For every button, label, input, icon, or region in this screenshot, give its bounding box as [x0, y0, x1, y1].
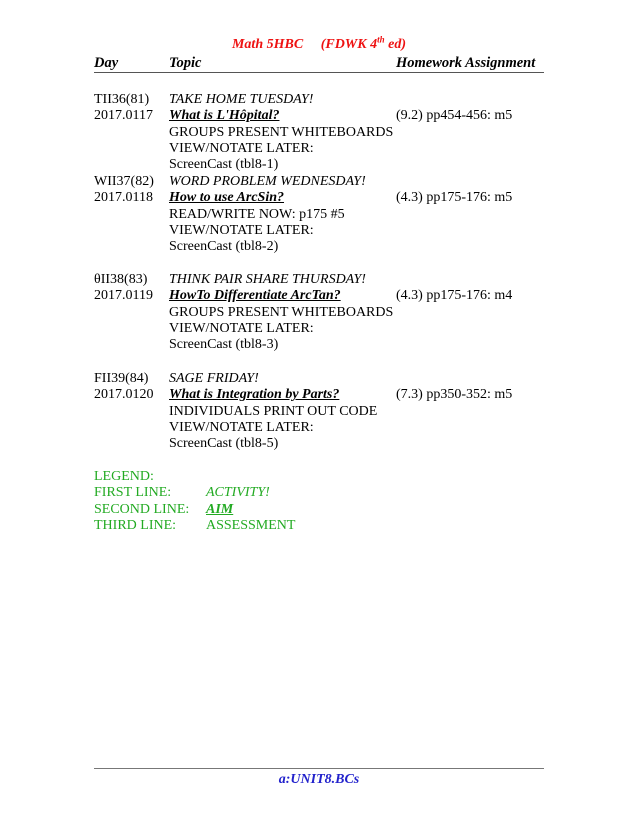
screencast-line: ScreenCast (tbl8-2)	[169, 239, 279, 255]
assessment-line: READ/WRITE NOW: p175 #5	[169, 206, 345, 222]
legend-key: THIRD LINE:	[94, 517, 177, 533]
notes-line: VIEW/NOTATE LATER:	[169, 320, 314, 336]
day-code: FII39(84)	[94, 371, 149, 386]
legend-row	[94, 485, 270, 501]
legend-value: AIM	[206, 501, 234, 517]
legend-value: ACTIVITY!	[206, 485, 270, 501]
legend-key: SECOND LINE:	[94, 501, 190, 517]
legend-value: ASSESSMENT	[206, 517, 296, 533]
course-name: Math 5HBC	[231, 37, 304, 52]
homework-assignment: (4.3) pp175-176: m5	[396, 190, 513, 206]
entry-date: 2017.0120	[94, 387, 154, 403]
assessment-line: GROUPS PRESENT WHITEBOARDS	[169, 304, 394, 320]
activity-line: WORD PROBLEM WEDNESDAY!	[169, 174, 366, 189]
notes-line: VIEW/NOTATE LATER:	[169, 222, 314, 238]
column-header-topic: Topic	[169, 55, 202, 71]
aim-line: How to use ArcSin?	[169, 190, 285, 206]
aim-line: HowTo Differentiate ArcTan?	[169, 288, 341, 304]
notes-line: VIEW/NOTATE LATER:	[169, 140, 314, 156]
legend-row	[94, 517, 296, 534]
footer-filename: a:UNIT8.BCs	[278, 772, 360, 787]
column-header-homework: Homework Assignment	[396, 55, 536, 71]
legend	[94, 469, 296, 534]
day-code: θII38(83)	[94, 272, 148, 287]
footer-divider	[94, 768, 544, 769]
activity-line: TAKE HOME TUESDAY!	[169, 92, 314, 107]
entry-date: 2017.0119	[94, 288, 153, 304]
notes-line: VIEW/NOTATE LATER:	[169, 419, 314, 435]
aim-line: What is Integration by Parts?	[169, 387, 340, 403]
edition-label: (FDWK 4	[320, 37, 378, 52]
screencast-line: ScreenCast (tbl8-1)	[169, 157, 279, 173]
activity-line: THINK PAIR SHARE THURSDAY!	[169, 272, 366, 287]
entry-date: 2017.0117	[94, 108, 153, 124]
legend-row	[94, 501, 234, 518]
homework-assignment: (4.3) pp175-176: m4	[396, 288, 513, 304]
column-header-day: Day	[94, 55, 119, 71]
homework-assignment: (7.3) pp350-352: m5	[396, 387, 513, 403]
screencast-line: ScreenCast (tbl8-3)	[169, 337, 279, 353]
legend-heading: LEGEND:	[94, 469, 154, 484]
page-title	[0, 34, 638, 53]
day-code: WII37(82)	[94, 174, 154, 189]
assessment-line: INDIVIDUALS PRINT OUT CODE	[169, 403, 378, 419]
edition-superscript: th	[377, 34, 385, 45]
assessment-line: GROUPS PRESENT WHITEBOARDS	[169, 124, 394, 140]
entry-date: 2017.0118	[94, 190, 153, 206]
aim-line: What is L'Hôpital?	[169, 108, 280, 124]
edition-end: ed)	[384, 37, 406, 52]
screencast-line: ScreenCast (tbl8-5)	[169, 436, 279, 452]
header-divider	[94, 72, 544, 73]
legend-key: FIRST LINE:	[94, 485, 172, 501]
day-code: TII36(81)	[94, 92, 150, 107]
activity-line: SAGE FRIDAY!	[169, 371, 259, 386]
homework-assignment: (9.2) pp454-456: m5	[396, 108, 513, 124]
